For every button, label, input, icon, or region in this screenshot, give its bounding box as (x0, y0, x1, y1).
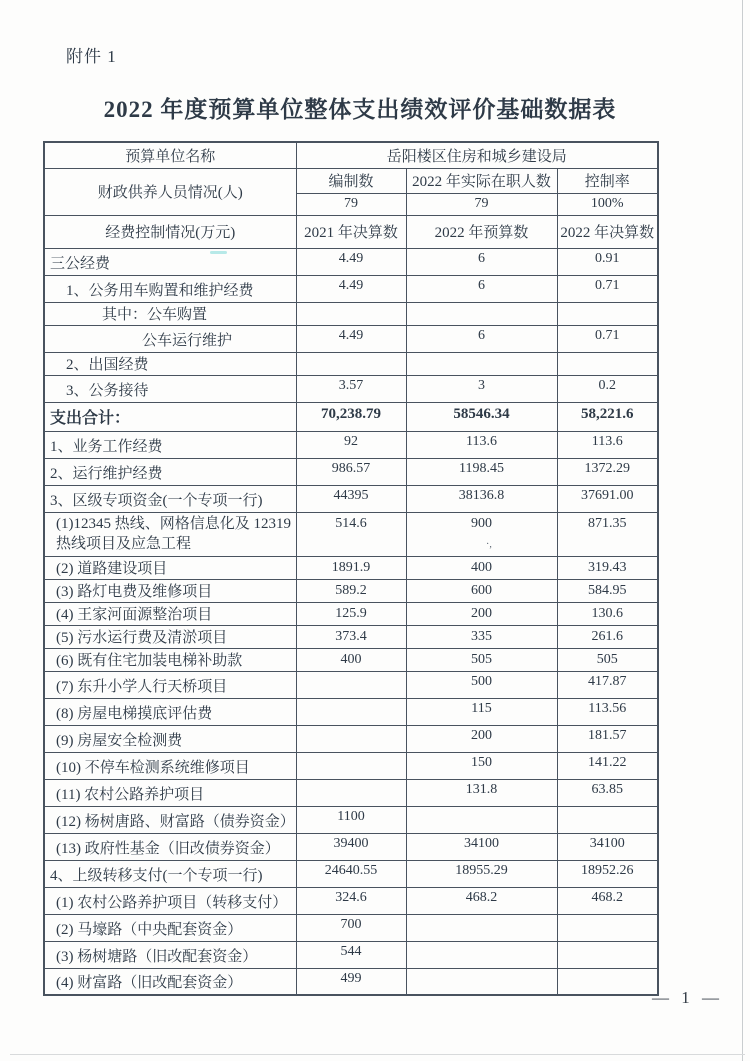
row-label: (1) 农村公路养护项目（转移支付） (44, 887, 296, 914)
table-row (44, 402, 658, 431)
row-value: 3 (406, 375, 557, 402)
row-value: 500 (406, 671, 557, 698)
row-value: 700 (296, 914, 406, 941)
row-value: 4.49 (296, 275, 406, 302)
row-value: 200 (406, 725, 557, 752)
row-value: 125.9 (296, 602, 406, 625)
row-value (296, 752, 406, 779)
unit-name-value: 岳阳楼区住房和城乡建设局 (296, 142, 658, 168)
row-value (406, 914, 557, 941)
table-header-section (44, 142, 658, 248)
row-label: 其中：公车购置 (44, 302, 296, 325)
row-value: 24640.55 (296, 860, 406, 887)
row-value: 335 (406, 625, 557, 648)
scan-speck-artifact: ·, (486, 539, 492, 550)
row-label: (6) 既有住宅加装电梯补助款 (44, 648, 296, 671)
row-value: 505 (557, 648, 658, 671)
table-row (44, 806, 658, 833)
row-value: 1100 (296, 806, 406, 833)
row-label: (2) 马壕路（中央配套资金） (44, 914, 296, 941)
row-label: 1、公务用车购置和维护经费 (44, 275, 296, 302)
row-value: 600 (406, 579, 557, 602)
staffing-label: 财政供养人员情况(人) (44, 168, 296, 215)
row-value: 0.2 (557, 375, 658, 402)
row-value: 6 (406, 275, 557, 302)
row-value (557, 352, 658, 375)
row-label: (13) 政府性基金（旧改债券资金） (44, 833, 296, 860)
row-label: 1、业务工作经费 (44, 431, 296, 458)
row-value (296, 352, 406, 375)
row-label: 3、公务接待 (44, 375, 296, 402)
row-value: 92 (296, 431, 406, 458)
row-value: 63.85 (557, 779, 658, 806)
row-value: 58,221.6 (557, 402, 658, 431)
row-label: 公车运行维护 (44, 325, 296, 352)
funds-control-label: 经费控制情况(万元) (44, 215, 296, 248)
table-row (44, 725, 658, 752)
table-row (44, 512, 658, 556)
table-row (44, 556, 658, 579)
page-number: — 1 — (652, 988, 723, 1007)
table-row (44, 860, 658, 887)
row-label: (2) 道路建设项目 (44, 556, 296, 579)
row-value (406, 941, 557, 968)
row-value: 589.2 (296, 579, 406, 602)
row-value: 18952.26 (557, 860, 658, 887)
row-label: (7) 东升小学人行天桥项目 (44, 671, 296, 698)
row-value: 0.91 (557, 248, 658, 275)
row-label: (10) 不停车检测系统维修项目 (44, 752, 296, 779)
document-title: 2022 年度预算单位整体支出绩效评价基础数据表 (103, 97, 617, 122)
table-row (44, 485, 658, 512)
row-value: 544 (296, 941, 406, 968)
row-value: 0.71 (557, 275, 658, 302)
staffing-header-actual: 2022 年实际在职人数 (406, 168, 557, 193)
row-value (557, 941, 658, 968)
row-value: 468.2 (557, 887, 658, 914)
row-value: 130.6 (557, 602, 658, 625)
row-label: (11) 农村公路养护项目 (44, 779, 296, 806)
scan-edge-artifact (742, 0, 743, 1061)
funds-header-2022-budget: 2022 年预算数 (406, 215, 557, 248)
row-label: (3) 路灯电费及维修项目 (44, 579, 296, 602)
row-label: 2、运行维护经费 (44, 458, 296, 485)
row-value: 4.49 (296, 248, 406, 275)
row-value (557, 968, 658, 995)
row-value (557, 914, 658, 941)
table-row (44, 458, 658, 485)
table-row (44, 941, 658, 968)
row-value: 115 (406, 698, 557, 725)
table-row (44, 302, 658, 325)
table-body (44, 248, 658, 995)
table-row (44, 914, 658, 941)
row-value: 141.22 (557, 752, 658, 779)
row-value: 1891.9 (296, 556, 406, 579)
unit-name-row (44, 142, 658, 168)
row-value: 113.56 (557, 698, 658, 725)
row-label: (1)12345 热线、网格信息化及 12319 热线项目及应急工程 (44, 512, 296, 556)
row-value: 58546.34 (406, 402, 557, 431)
row-value: 150 (406, 752, 557, 779)
row-value: 131.8 (406, 779, 557, 806)
row-value (296, 671, 406, 698)
row-value: 113.6 (406, 431, 557, 458)
unit-name-label: 预算单位名称 (44, 142, 296, 168)
row-label: 支出合计： (44, 402, 296, 431)
row-value: 70,238.79 (296, 402, 406, 431)
row-value: 18955.29 (406, 860, 557, 887)
table-row (44, 625, 658, 648)
row-value: 871.35 (557, 512, 658, 556)
row-value: 468.2 (406, 887, 557, 914)
row-label: (8) 房屋电梯摸底评估费 (44, 698, 296, 725)
row-value (296, 698, 406, 725)
row-label: (4) 王家河面源整治项目 (44, 602, 296, 625)
table-row (44, 579, 658, 602)
table-row (44, 275, 658, 302)
table-row (44, 887, 658, 914)
table-row (44, 602, 658, 625)
row-value: 319.43 (557, 556, 658, 579)
row-value (406, 352, 557, 375)
funds-header-2022-final: 2022 年决算数 (557, 215, 658, 248)
row-value (406, 968, 557, 995)
row-value: 38136.8 (406, 485, 557, 512)
row-value (296, 302, 406, 325)
row-label: (4) 财富路（旧改配套资金） (44, 968, 296, 995)
row-value: 6 (406, 248, 557, 275)
budget-data-table (43, 141, 659, 996)
row-value: 584.95 (557, 579, 658, 602)
row-value: 37691.00 (557, 485, 658, 512)
row-value: 900 (406, 512, 557, 556)
row-value: 400 (296, 648, 406, 671)
attachment-label: 附件 1 (66, 47, 117, 66)
row-value: 200 (406, 602, 557, 625)
staffing-header-row (44, 168, 658, 193)
staffing-value-actual: 79 (406, 193, 557, 215)
table-row (44, 325, 658, 352)
row-value: 0.71 (557, 325, 658, 352)
table-row (44, 698, 658, 725)
row-value (557, 806, 658, 833)
row-label: 4、上级转移支付(一个专项一行) (44, 860, 296, 887)
row-label: (9) 房屋安全检测费 (44, 725, 296, 752)
row-value: 373.4 (296, 625, 406, 648)
row-label: (12) 杨树唐路、财富路（债券资金） (44, 806, 296, 833)
row-value: 39400 (296, 833, 406, 860)
table-row (44, 431, 658, 458)
table-row (44, 648, 658, 671)
row-value: 44395 (296, 485, 406, 512)
scan-edge-artifact (10, 1054, 745, 1055)
row-label: 三公经费 (44, 248, 296, 275)
table-row (44, 968, 658, 995)
row-value: 400 (406, 556, 557, 579)
row-value: 505 (406, 648, 557, 671)
table-row (44, 352, 658, 375)
row-value: 34100 (557, 833, 658, 860)
funds-header-2021-final: 2021 年决算数 (296, 215, 406, 248)
staffing-value-control-rate: 100% (557, 193, 658, 215)
staffing-value-authorized: 79 (296, 193, 406, 215)
staffing-header-control-rate: 控制率 (557, 168, 658, 193)
row-value: 34100 (406, 833, 557, 860)
row-value (296, 725, 406, 752)
row-label: (5) 污水运行费及清淤项目 (44, 625, 296, 648)
table-row (44, 375, 658, 402)
row-value: 324.6 (296, 887, 406, 914)
row-value (406, 302, 557, 325)
row-value: 986.57 (296, 458, 406, 485)
row-value: 499 (296, 968, 406, 995)
table-row (44, 671, 658, 698)
table-row (44, 248, 658, 275)
row-value: 3.57 (296, 375, 406, 402)
row-value: 417.87 (557, 671, 658, 698)
row-value (296, 779, 406, 806)
row-value: 4.49 (296, 325, 406, 352)
row-value: 113.6 (557, 431, 658, 458)
row-label: (3) 杨树塘路（旧改配套资金） (44, 941, 296, 968)
row-value: 261.6 (557, 625, 658, 648)
table-row (44, 752, 658, 779)
row-value (557, 302, 658, 325)
staffing-header-authorized: 编制数 (296, 168, 406, 193)
table-row (44, 833, 658, 860)
row-label: 2、出国经费 (44, 352, 296, 375)
row-label: 3、区级专项资金(一个专项一行) (44, 485, 296, 512)
row-value: 6 (406, 325, 557, 352)
row-value: 514.6 (296, 512, 406, 556)
funds-control-header-row (44, 215, 658, 248)
row-value: 1198.45 (406, 458, 557, 485)
table-row (44, 779, 658, 806)
row-value: 1372.29 (557, 458, 658, 485)
row-value (406, 806, 557, 833)
row-value: 181.57 (557, 725, 658, 752)
